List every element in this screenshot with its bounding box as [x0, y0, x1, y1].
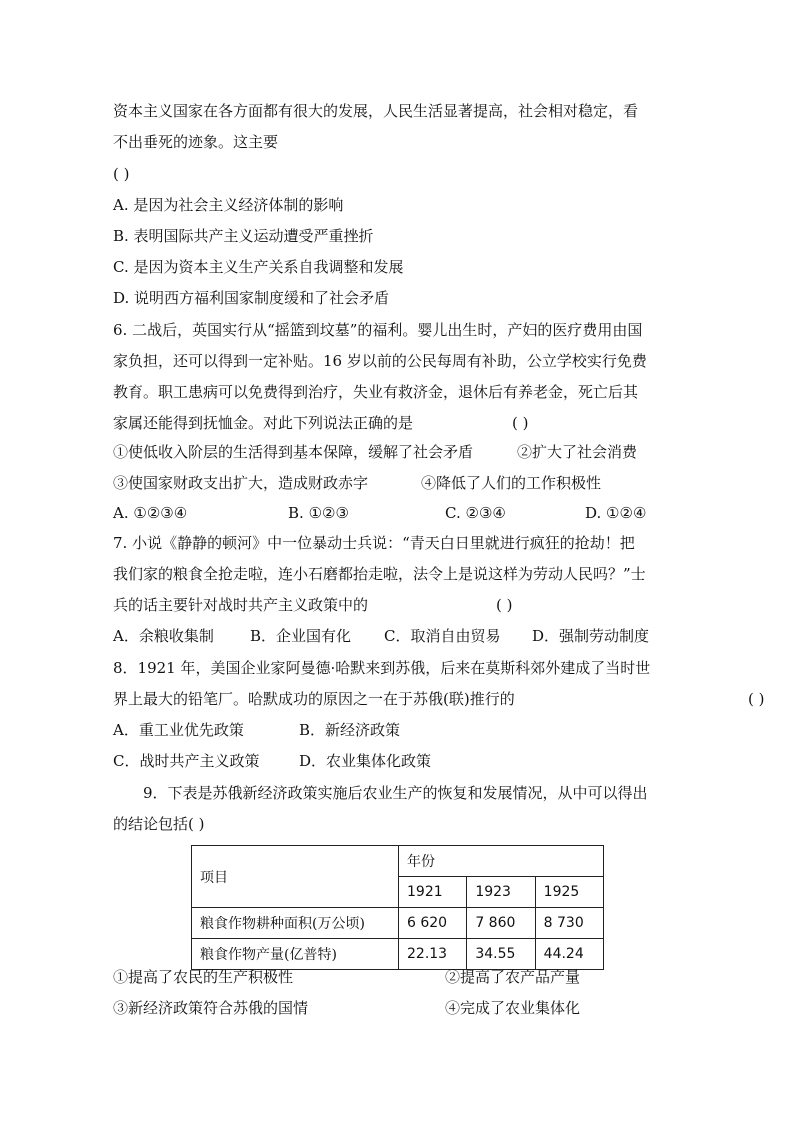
q6-option-a-letter: A. — [113, 504, 129, 522]
q5-answer-paren: ( ) — [113, 165, 130, 183]
q6-item-1-num: ① — [113, 443, 129, 461]
q6-option-c-value: ②③④ — [465, 504, 506, 522]
table-cell: 44.24 — [535, 939, 603, 970]
q9-item-4 — [445, 998, 580, 1018]
q9-stem-line-2: 的结论包括( ) — [113, 815, 205, 833]
q6-option-b — [288, 503, 349, 523]
q6-item-3 — [113, 473, 368, 493]
table-header-year: 年份 — [399, 846, 604, 877]
q9-item-1-text: 提高了农民的生产积极性 — [128, 968, 294, 986]
q6-item-3-num: ③ — [113, 474, 129, 492]
q9-item-2 — [445, 967, 580, 987]
q6-option-a-value: ①②③④ — [133, 504, 188, 522]
q7-option-c: C．取消自由贸易 — [384, 627, 501, 645]
table-year-1923: 1923 — [467, 877, 535, 908]
q6-item-4 — [421, 473, 601, 493]
table-cell: 22.13 — [399, 939, 467, 970]
q9-item-2-num: ② — [445, 968, 461, 986]
q5-option-a: A. 是因为社会主义经济体制的影响 — [113, 196, 344, 214]
q6-answer-paren: ( ) — [512, 414, 529, 432]
table-row — [192, 939, 604, 970]
q7-option-a: A．余粮收集制 — [113, 627, 214, 645]
table-cell: 7 860 — [467, 908, 535, 939]
q6-item-1 — [113, 442, 473, 462]
q7-stem-line-1: 7. 小说《静静的顿河》中一位暴动士兵说：“青天白日里就进行疯狂的抢劫！把 — [113, 534, 635, 552]
q7-stem-line-3: 兵的话主要针对战时共产主义政策中的 — [113, 596, 369, 614]
q9-item-3 — [113, 998, 308, 1018]
q9-item-4-num: ④ — [445, 999, 461, 1017]
q6-item-2-num: ② — [517, 443, 533, 461]
q8-option-c: C．战时共产主义政策 — [113, 752, 260, 770]
q8-option-b: B．新经济政策 — [299, 721, 401, 739]
q5-option-d: D. 说明西方福利国家制度缓和了社会矛盾 — [113, 289, 390, 307]
table-row-label: 粮食作物产量(亿普特) — [192, 939, 399, 970]
table-year-1921: 1921 — [399, 877, 467, 908]
q8-stem-line-2: 界上最大的铅笔厂。哈默成功的原因之一在于苏俄(联)推行的 — [113, 690, 515, 708]
q9-item-4-text: 完成了农业集体化 — [460, 999, 581, 1017]
q7-option-d: D．强制劳动制度 — [532, 627, 650, 645]
q6-item-1-text: 使低收入阶层的生活得到基本保障，缓解了社会矛盾 — [128, 443, 474, 461]
q6-option-b-letter: B. — [288, 504, 304, 522]
q6-stem-line-2: 家负担，还可以得到一定补贴。16 岁以前的公民每周有补助，公立学校实行免费 — [113, 352, 647, 370]
q6-option-d-letter: D. — [585, 504, 602, 522]
q9-stem-line-1: 9．下表是苏俄新经济政策实施后农业生产的恢复和发展情况，从中可以得出 — [143, 784, 648, 802]
q6-stem-line-3: 教育。职工患病可以免费得到治疗，失业有救济金，退休后有养老金，死亡后其 — [113, 383, 639, 401]
q6-item-4-text: 降低了人们的工作积极性 — [436, 474, 602, 492]
q6-option-c — [445, 503, 506, 523]
q6-option-d — [585, 503, 646, 523]
q7-stem-line-2: 我们家的粮食全抢走啦，连小石磨都抬走啦，法令上是说这样为劳动人民吗？”士 — [113, 565, 646, 583]
q6-item-4-num: ④ — [421, 474, 437, 492]
q9-item-1 — [113, 967, 293, 987]
q6-option-a — [113, 503, 187, 523]
table-row-label: 粮食作物耕种面积(万公顷) — [192, 908, 399, 939]
q8-stem-line-1: 8．1921 年，美国企业家阿曼德·哈默来到苏俄，后来在莫斯科郊外建成了当时世 — [113, 659, 651, 677]
q5-option-b: B. 表明国际共产主义运动遭受严重挫折 — [113, 227, 374, 245]
q9-item-2-text: 提高了农产品产量 — [460, 968, 581, 986]
q9-item-1-num: ① — [113, 968, 129, 986]
q6-item-2 — [517, 442, 637, 462]
q8-option-d: D．农业集体化政策 — [299, 752, 432, 770]
q8-option-a: A．重工业优先政策 — [113, 721, 244, 739]
q9-item-3-text: 新经济政策符合苏俄的国情 — [128, 999, 309, 1017]
q6-stem-line-1: 6. 二战后，英国实行从“摇篮到坟墓”的福利。婴儿出生时，产妇的医疗费用由国 — [113, 321, 643, 339]
q9-item-3-num: ③ — [113, 999, 129, 1017]
q6-item-3-text: 使国家财政支出扩大，造成财政赤字 — [128, 474, 369, 492]
q8-answer-paren: ( ) — [748, 690, 765, 708]
q5-option-c: C. 是因为资本主义生产关系自我调整和发展 — [113, 258, 404, 276]
q6-option-b-value: ①②③ — [308, 504, 349, 522]
q7-option-b: B．企业国有化 — [250, 627, 352, 645]
table-cell: 8 730 — [535, 908, 603, 939]
table-cell: 34.55 — [467, 939, 535, 970]
q6-stem-line-4: 家属还能得到抚恤金。对此下列说法正确的是 — [113, 414, 414, 432]
q6-item-2-text: 扩大了社会消费 — [532, 443, 638, 461]
table-row — [192, 908, 604, 939]
q7-answer-paren: ( ) — [496, 596, 513, 614]
q6-option-c-letter: C. — [445, 504, 461, 522]
q9-data-table — [191, 845, 604, 970]
table-cell: 6 620 — [399, 908, 467, 939]
q5-stem-line-1: 资本主义国家在各方面都有很大的发展，人民生活显著提高，社会相对稳定，看 — [113, 102, 639, 120]
table-header-item: 项目 — [192, 846, 399, 908]
table-year-1925: 1925 — [535, 877, 603, 908]
q6-option-d-value: ①②④ — [606, 504, 647, 522]
q5-stem-line-2: 不出垂死的迹象。这主要 — [113, 133, 279, 151]
